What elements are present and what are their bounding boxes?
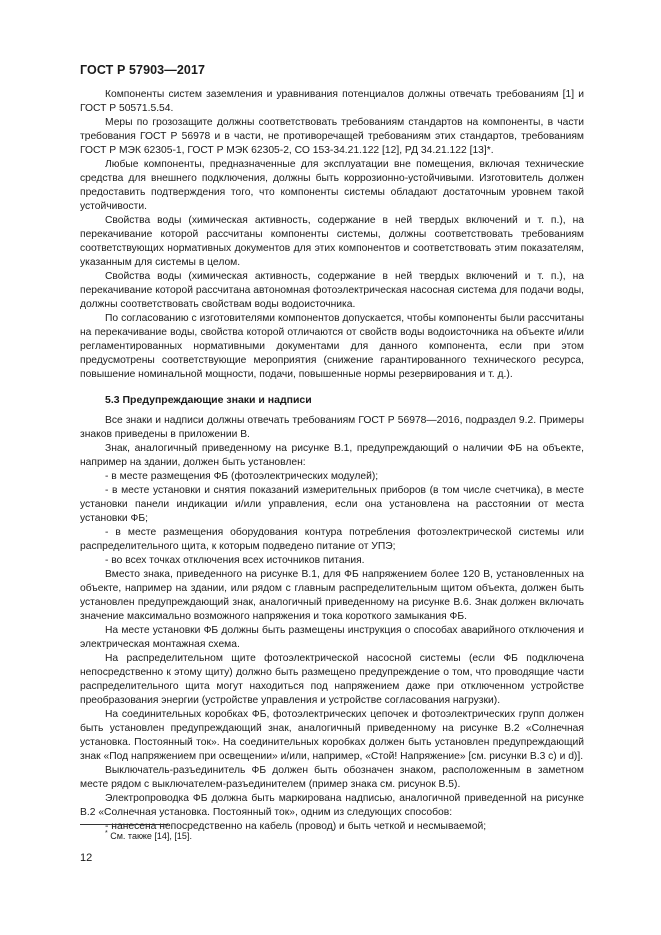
paragraph-manufacturer-agreement: По согласованию с изготовителями компонентов допускается, чтобы компоненты были рассчитаны на перекачивание воды, свойства которой отличаются от свойств воды водоисточника на объекте и/или регламентированных нормативными документами для данного компонента, если при этом предусмотрены соответствующие мероприятия (снижение гарантированного технического ресурса, повышение номинальной мощности, подачи, повышенные нормы резервирования и т. д.). bbox=[80, 313, 584, 380]
paragraph-lightning-protection: Меры по грозозащите должны соответствовать требованиям стандартов на компоненты, в части требования ГОСТ Р 56978 и в части, не противоречащей требованиям этих стандартов, требованиям ГОСТ Р МЭК 62305-1, ГОСТ Р МЭК 62305-2, СО 153-34.21.122 [12], РД 34.21.122 [13]*. bbox=[80, 117, 584, 156]
document-body bbox=[80, 88, 584, 834]
paragraph-grounding: Компоненты систем заземления и уравнивания потенциалов должны отвечать требованиям [1] и ГОСТ Р 50571.5.54. bbox=[80, 89, 584, 114]
section-paragraph: Электропроводка ФБ должна быть маркирована надписью, аналогичной приведенной на рисунке В.2 «Солнечная установка. Постоянный ток», одним из следующих способов: bbox=[80, 793, 584, 818]
paragraph-water-properties-system: Свойства воды (химическая активность, содержание в ней твердых включений и т. п.), на перекачивание которой рассчитана автономная фотоэлектрическая насосная система для подачи воды, должны соответствовать свойствам воды водоисточника. bbox=[80, 271, 584, 310]
list-item: - в месте размещения ФБ (фотоэлектрических модулей); bbox=[105, 471, 379, 482]
section-paragraph: На соединительных коробках ФБ, фотоэлектрических цепочек и фотоэлектрических групп должен быть установлен предупреждающий знак, аналогичный приведенному на рисунке В.2 «Солнечная установка. Постоянный ток». На соединительных коробках должен быть установлен предупреждающий знак «Под напряжением при освещении» и/или, например, «Стой! Напряжение» [см. рисунки В.3 с) и d)]. bbox=[80, 709, 584, 762]
section-paragraph: Вместо знака, приведенного на рисунке В.1, для ФБ напряжением более 120 В, установленных на объекте, например на здании, или рядом с главным распределительным щитом объекта, должен быть установлен предупреждающий знак, аналогичный приведенному на рисунке В.6. Знак должен включать значение максимально возможного напряжения и тока короткого замыкания ФБ. bbox=[80, 569, 584, 622]
list-item: - в месте установки и снятия показаний измерительных приборов (в том числе счетчика), в месте установки панели индикации и/или управления, если она установлена на расстоянии от места установки ФБ; bbox=[80, 485, 584, 524]
list-item: - в месте размещения оборудования контура потребления фотоэлектрической системы или распределительного щита, к которым подведено питание от УПЭ; bbox=[80, 527, 584, 552]
list-item: - во всех точках отключения всех источников питания. bbox=[105, 555, 365, 566]
list-item: - нанесена непосредственно на кабель (провод) и быть четкой и несмываемой; bbox=[105, 821, 487, 832]
section-paragraph: Знак, аналогичный приведенному на рисунке В.1, предупреждающий о наличии ФБ на объекте, например на здании, должен быть установлен: bbox=[80, 443, 584, 468]
section-paragraph: На месте установки ФБ должны быть размещены инструкция о способах аварийного отключения и электрическая монтажная схема. bbox=[80, 625, 584, 650]
section-paragraph: Выключатель-разъединитель ФБ должен быть обозначен знаком, расположенным в заметном месте рядом с выключателем-разъединителем (пример знака см. рисунок В.5). bbox=[80, 765, 584, 790]
footnote-marker: * bbox=[105, 830, 108, 837]
document-code-header: ГОСТ Р 57903—2017 bbox=[80, 63, 206, 77]
section-heading: 5.3 Предупреждающие знаки и надписи bbox=[105, 394, 312, 406]
paragraph-corrosion: Любые компоненты, предназначенные для эксплуатации вне помещения, включая технические средства для внешнего подключения, должны быть коррозионно-устойчивыми. Изготовитель должен предоставить подтверждения того, что компоненты системы обладают достаточным уровнем такой устойчивости. bbox=[80, 159, 584, 212]
section-paragraph: На распределительном щите фотоэлектрической насосной системы (если ФБ подключена непосредственно к этому щиту) должно быть размещено предупреждение о том, что проводящие части распределительного щита могут находиться под напряжением даже при отключенном устройстве преобразования энергии (устройстве управления и устройстве согласования нагрузки). bbox=[80, 653, 584, 706]
paragraph-water-properties-components: Свойства воды (химическая активность, содержание в ней твердых включений и т. п.), на перекачивание которой рассчитаны компоненты системы, должны соответствовать требованиям соответствующих нормативных документов для этих компонентов и соответствовать этим показателям, указанным для системы в целом. bbox=[80, 215, 584, 268]
footnote bbox=[105, 830, 192, 841]
footnote-separator bbox=[80, 824, 168, 825]
footnote-text: См. также [14], [15]. bbox=[107, 831, 192, 841]
section-paragraph: Все знаки и надписи должны отвечать требованиям ГОСТ Р 56978—2016, подраздел 9.2. Примеры знаков приведены в приложении В. bbox=[80, 415, 584, 440]
page-number: 12 bbox=[80, 852, 93, 864]
